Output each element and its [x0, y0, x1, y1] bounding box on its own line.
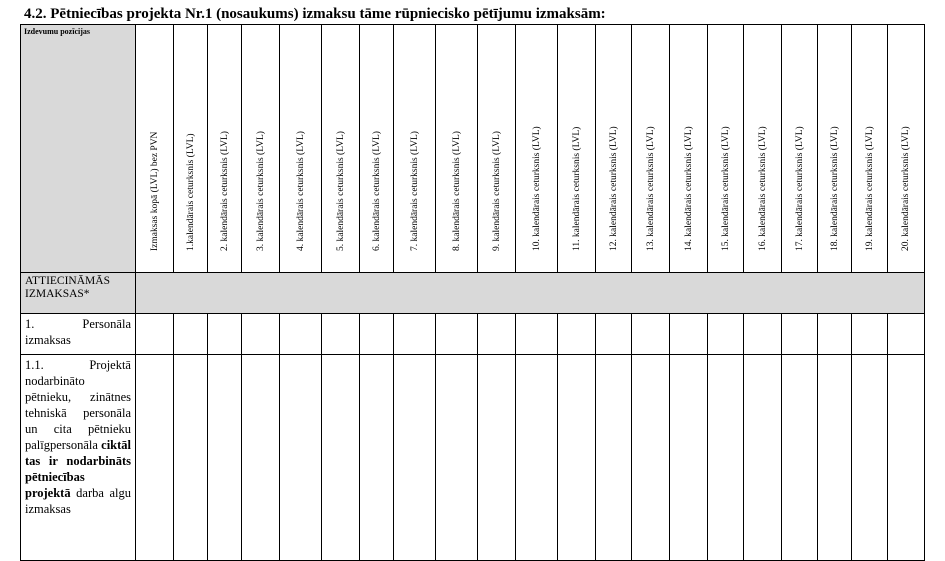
table-cell[interactable] — [322, 314, 360, 355]
table-cell[interactable] — [516, 314, 558, 355]
personnel-label: 1. Personāla izmaksas — [21, 314, 136, 355]
column-header-label: 9. kalendārais ceturksnis (LVL) — [491, 131, 502, 251]
header-row — [21, 25, 925, 273]
column-header-10 — [516, 25, 558, 273]
table-cell[interactable] — [394, 314, 436, 355]
table-cell[interactable] — [558, 355, 596, 561]
eligible-costs-label: ATTIECINĀMĀS IZMAKSAS* — [21, 273, 136, 314]
table-cell[interactable] — [478, 314, 516, 355]
eligible-costs-span — [136, 273, 925, 314]
column-header-12 — [596, 25, 632, 273]
column-header-7 — [394, 25, 436, 273]
eligible-costs-row — [21, 273, 925, 314]
column-header-5 — [322, 25, 360, 273]
table-cell[interactable] — [136, 314, 174, 355]
table-cell[interactable] — [632, 355, 670, 561]
column-header-8 — [436, 25, 478, 273]
column-header-label: 7. kalendārais ceturksnis (LVL) — [409, 131, 420, 251]
table-cell[interactable] — [818, 314, 852, 355]
table-cell[interactable] — [708, 314, 744, 355]
column-header-14 — [670, 25, 708, 273]
project-staff-row — [21, 355, 925, 561]
table-cell[interactable] — [174, 314, 208, 355]
page-title: 4.2. Pētniecības projekta Nr.1 (nosaukums) izmaksu tāme rūpniecisko pētījumu izmaksām: — [24, 6, 606, 22]
column-header-19 — [852, 25, 888, 273]
table-cell[interactable] — [242, 314, 280, 355]
table-cell[interactable] — [782, 314, 818, 355]
table-cell[interactable] — [242, 355, 280, 561]
column-header-label: 19. kalendārais ceturksnis (LVL) — [864, 126, 875, 251]
column-header-label: 14. kalendārais ceturksnis (LVL) — [683, 126, 694, 251]
table-cell[interactable] — [208, 314, 242, 355]
column-header-6 — [360, 25, 394, 273]
table-cell[interactable] — [436, 355, 478, 561]
table-cell[interactable] — [852, 355, 888, 561]
table-cell[interactable] — [744, 355, 782, 561]
column-header-label: 17. kalendārais ceturksnis (LVL) — [794, 126, 805, 251]
column-header-3 — [242, 25, 280, 273]
column-header-1 — [174, 25, 208, 273]
table-cell[interactable] — [708, 355, 744, 561]
column-header-label: 1.kalendārais ceturksnis (LVL) — [185, 133, 196, 251]
project-staff-text: 1.1. Projektā nodarbināto pētnieku, zinātnes tehniskā personāla un cita pētnieku palīgpersonāla — [25, 358, 131, 452]
column-header-label: 18. kalendārais ceturksnis (LVL) — [829, 126, 840, 251]
table-cell[interactable] — [596, 314, 632, 355]
column-header-20 — [888, 25, 925, 273]
column-header-label: 12. kalendārais ceturksnis (LVL) — [608, 126, 619, 251]
table-cell[interactable] — [394, 355, 436, 561]
positions-header: Izdevumu pozīcijas — [21, 25, 136, 273]
table-cell[interactable] — [322, 355, 360, 561]
column-header-0 — [136, 25, 174, 273]
column-header-13 — [632, 25, 670, 273]
cost-estimate-table — [20, 24, 925, 561]
column-header-label: 2. kalendārais ceturksnis (LVL) — [219, 131, 230, 251]
table-cell[interactable] — [208, 355, 242, 561]
column-header-label: 16. kalendārais ceturksnis (LVL) — [757, 126, 768, 251]
project-staff-label — [21, 355, 136, 561]
table-cell[interactable] — [436, 314, 478, 355]
table-cell[interactable] — [782, 355, 818, 561]
table-cell[interactable] — [852, 314, 888, 355]
column-header-label: 8. kalendārais ceturksnis (LVL) — [451, 131, 462, 251]
table-cell[interactable] — [670, 314, 708, 355]
table-cell[interactable] — [818, 355, 852, 561]
table-cell[interactable] — [360, 355, 394, 561]
column-header-11 — [558, 25, 596, 273]
column-header-label: 13. kalendārais ceturksnis (LVL) — [645, 126, 656, 251]
table-cell[interactable] — [136, 355, 174, 561]
column-header-label: 20. kalendārais ceturksnis (LVL) — [901, 126, 911, 251]
table-cell[interactable] — [670, 355, 708, 561]
table-cell[interactable] — [596, 355, 632, 561]
column-header-label: Izmaksas kopā (LVL) bez PVN — [149, 131, 160, 251]
column-header-2 — [208, 25, 242, 273]
column-header-label: 5. kalendārais ceturksnis (LVL) — [335, 131, 346, 251]
column-header-4 — [280, 25, 322, 273]
column-header-label: 6. kalendārais ceturksnis (LVL) — [371, 131, 382, 251]
column-header-label: 4. kalendārais ceturksnis (LVL) — [295, 131, 306, 251]
column-header-16 — [744, 25, 782, 273]
table-cell[interactable] — [888, 314, 925, 355]
project-staff-bold-text: ciktāl tas ir nodarbināts pētniecības projektā — [25, 438, 131, 500]
table-cell[interactable] — [516, 355, 558, 561]
column-header-label: 3. kalendārais ceturksnis (LVL) — [255, 131, 266, 251]
table-cell[interactable] — [280, 355, 322, 561]
table-cell[interactable] — [280, 314, 322, 355]
table-cell[interactable] — [888, 355, 925, 561]
column-header-15 — [708, 25, 744, 273]
column-header-label: 10. kalendārais ceturksnis (LVL) — [531, 126, 542, 251]
table-cell[interactable] — [478, 355, 516, 561]
column-header-17 — [782, 25, 818, 273]
project-staff-tail-text: darba algu izmaksas — [25, 486, 132, 516]
table-cell[interactable] — [744, 314, 782, 355]
column-header-18 — [818, 25, 852, 273]
table-cell[interactable] — [558, 314, 596, 355]
column-header-9 — [478, 25, 516, 273]
table-cell[interactable] — [632, 314, 670, 355]
table-cell[interactable] — [360, 314, 394, 355]
personnel-row — [21, 314, 925, 355]
table-cell[interactable] — [174, 355, 208, 561]
column-header-label: 11. kalendārais ceturksnis (LVL) — [571, 126, 582, 251]
column-header-label: 15. kalendārais ceturksnis (LVL) — [720, 126, 731, 251]
